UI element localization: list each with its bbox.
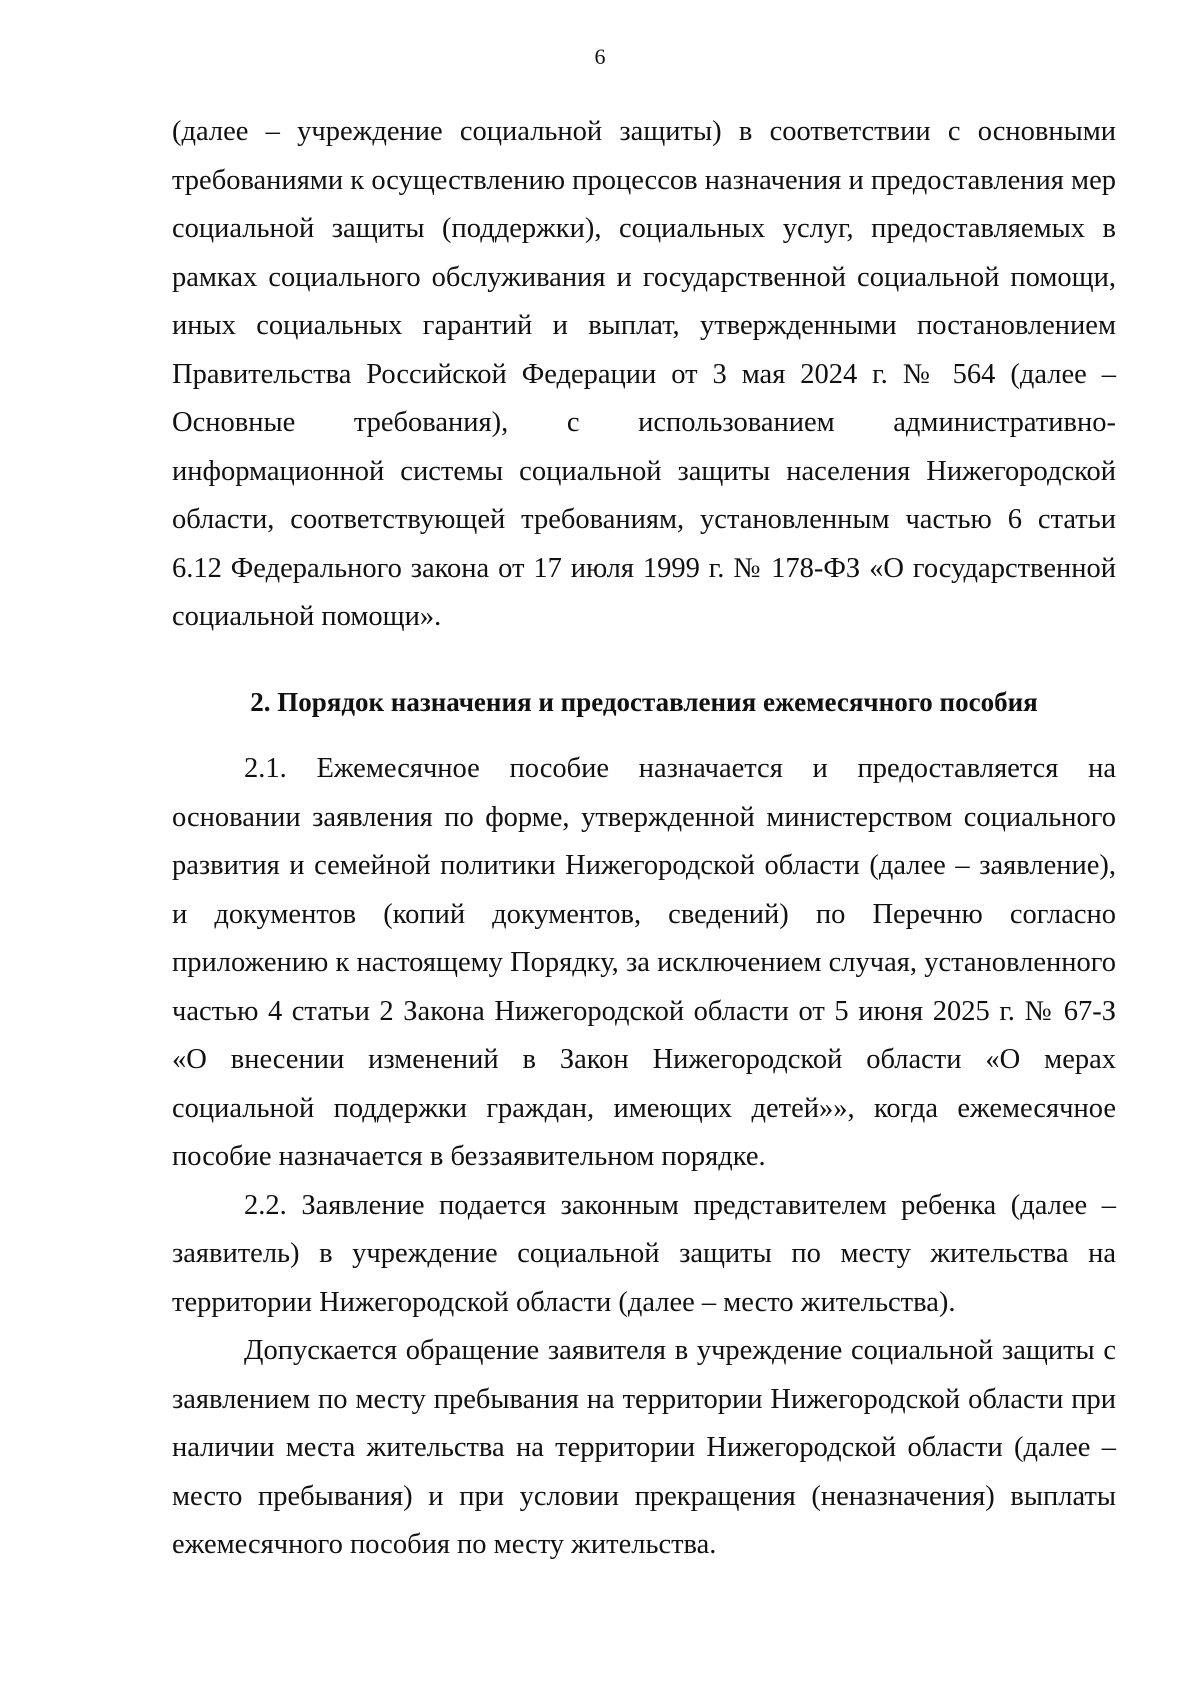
- section-heading: 2. Порядок назначения и предоставления ежемесячного пособия: [250, 687, 1038, 717]
- intro-block: [172, 108, 1116, 642]
- paragraph-2-1: 2.1. Ежемесячное пособие назначается и предоставляется на основании заявления по форме, утвержденной министерством социального развития и семейной политики Нижегородской области (далее – заявление), и документов (копий документов, сведений) по Перечню согласно приложению к настоящему Порядку, за исключением случая, установленного частью 4 статьи 2 Закона Нижегородской области от 5 июня 2025 г. № 67-З «О внесении изменений в Закон Нижегородской области «О мерах социальной поддержки граждан, имеющих детей»», когда ежемесячное пособие назначается в беззаявительном порядке.: [172, 753, 1116, 1172]
- intro-paragraph: (далее – учреждение социальной защиты) в соответствии с основными требованиями к осуществлению процессов назначения и предоставления мер социальной защиты (поддержки), социальных услуг, предоставляемых в рамках социального обслуживания и государственной социальной помощи, иных социальных гарантий и выплат, утвержденными постановлением Правительства Российской Федерации от 3 мая 2024 г. № 564 (далее – Основные требования), с использованием административно-информационной системы социальной защиты населения Нижегородской области, соответствующей требованиям, установленным частью 6 статьи 6.12 Федерального закона от 17 июля 1999 г. № 178-ФЗ «О государственной социальной помощи».: [172, 116, 1116, 632]
- page-number: 6: [594, 44, 606, 69]
- paragraph-2-2: 2.2. Заявление подается законным представителем ребенка (далее – заявитель) в учреждение социальной защиты по месту жительства на территории Нижегородской области (далее – место жительства).: [172, 1189, 1116, 1318]
- paragraph-2-2-continued: Допускается обращение заявителя в учреждение социальной защиты с заявлением по месту пребывания на территории Нижегородской области при наличии места жительства на территории Нижегородской области (далее – место пребывания) и при условии прекращения (неназначения) выплаты ежемесячного пособия по месту жительства.: [172, 1335, 1116, 1560]
- section-body: [172, 745, 1116, 1570]
